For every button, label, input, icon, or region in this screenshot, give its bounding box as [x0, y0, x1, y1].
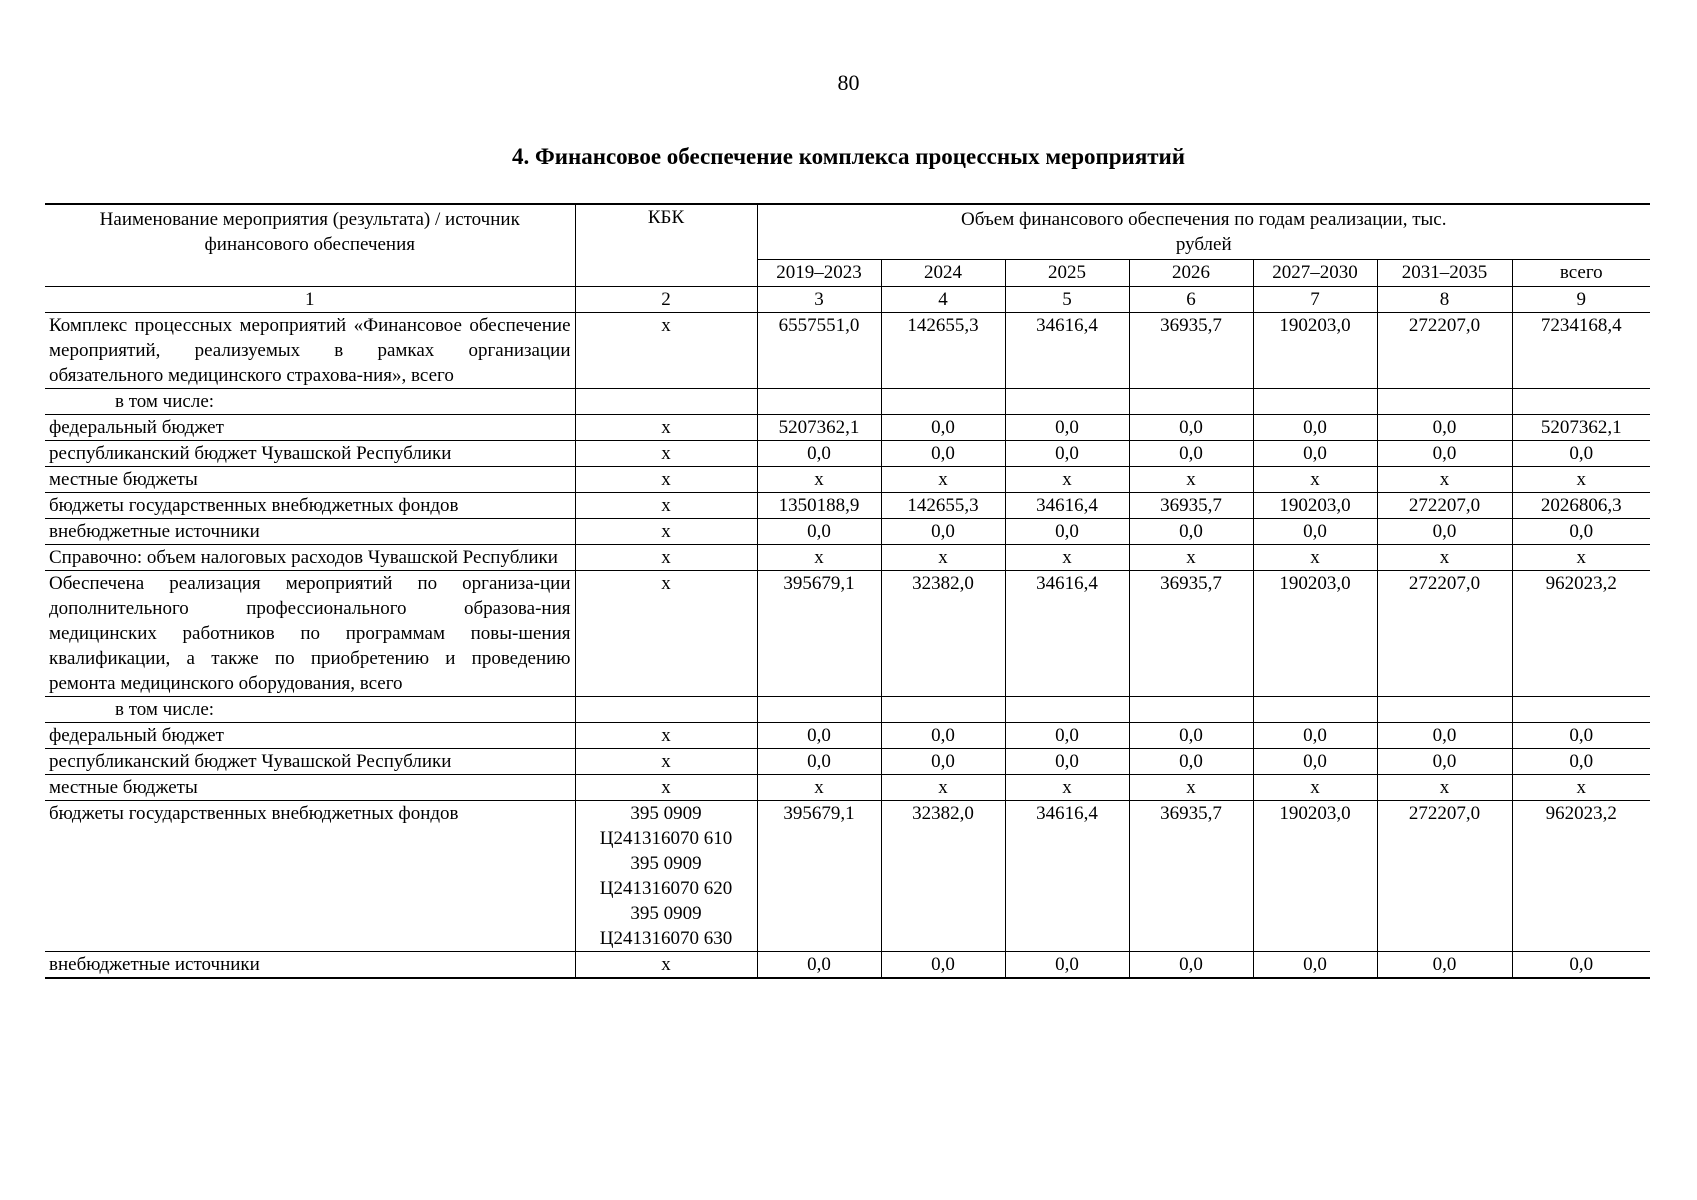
row-name: федеральный бюджет: [45, 415, 575, 441]
column-number: 5: [1005, 287, 1129, 313]
table-row: [45, 389, 1650, 415]
row-value: 34616,4: [1005, 313, 1129, 389]
row-value: 0,0: [757, 723, 881, 749]
row-value: 5207362,1: [757, 415, 881, 441]
column-number: 4: [881, 287, 1005, 313]
row-value: [1005, 389, 1129, 415]
row-value: x: [881, 545, 1005, 571]
row-value: x: [1129, 467, 1253, 493]
row-value: 190203,0: [1253, 313, 1377, 389]
row-value: 395679,1: [757, 801, 881, 952]
row-name: бюджеты государственных внебюджетных фондов: [45, 801, 575, 952]
row-value: [881, 389, 1005, 415]
header-year: 2025: [1005, 260, 1129, 287]
row-value: 0,0: [1005, 952, 1129, 979]
table-row: [45, 952, 1650, 979]
column-number: 6: [1129, 287, 1253, 313]
row-value: x: [1005, 775, 1129, 801]
row-value: 0,0: [757, 519, 881, 545]
row-value: 0,0: [1377, 519, 1512, 545]
row-value: 0,0: [1377, 952, 1512, 979]
row-name: республиканский бюджет Чувашской Республики: [45, 749, 575, 775]
row-value: 0,0: [1253, 749, 1377, 775]
row-value: x: [1512, 775, 1650, 801]
row-value: [1512, 697, 1650, 723]
row-value: x: [1129, 775, 1253, 801]
row-name: в том числе:: [45, 697, 575, 723]
row-value: x: [757, 545, 881, 571]
table-row: [45, 697, 1650, 723]
row-value: 32382,0: [881, 801, 1005, 952]
row-value: x: [1512, 545, 1650, 571]
row-kbk: x: [575, 467, 757, 493]
page-number: 80: [837, 70, 860, 95]
row-value: 0,0: [1377, 723, 1512, 749]
row-value: 0,0: [881, 519, 1005, 545]
row-value: 0,0: [1253, 415, 1377, 441]
row-kbk: 395 0909 Ц241316070 610 395 0909 Ц241316070 620 395 0909 Ц241316070 630: [575, 801, 757, 952]
row-value: 0,0: [1005, 749, 1129, 775]
row-value: 0,0: [1512, 749, 1650, 775]
row-value: 0,0: [1253, 441, 1377, 467]
row-value: 34616,4: [1005, 801, 1129, 952]
row-value: [1253, 389, 1377, 415]
row-name: федеральный бюджет: [45, 723, 575, 749]
row-value: 0,0: [1129, 749, 1253, 775]
row-value: 36935,7: [1129, 313, 1253, 389]
row-name: в том числе:: [45, 389, 575, 415]
row-kbk: x: [575, 571, 757, 697]
header-year: 2019–2023: [757, 260, 881, 287]
row-value: x: [1129, 545, 1253, 571]
table-row: [45, 749, 1650, 775]
row-value: 190203,0: [1253, 493, 1377, 519]
row-value: 6557551,0: [757, 313, 881, 389]
row-kbk: x: [575, 441, 757, 467]
row-value: 0,0: [881, 749, 1005, 775]
row-kbk: [575, 697, 757, 723]
row-value: 0,0: [1005, 519, 1129, 545]
row-value: 36935,7: [1129, 493, 1253, 519]
row-value: 0,0: [1129, 519, 1253, 545]
row-value: [1512, 389, 1650, 415]
row-value: 2026806,3: [1512, 493, 1650, 519]
row-value: 142655,3: [881, 493, 1005, 519]
row-kbk: x: [575, 749, 757, 775]
header-year: 2026: [1129, 260, 1253, 287]
column-number: 1: [45, 287, 575, 313]
table-row: [45, 313, 1650, 389]
row-value: x: [1377, 545, 1512, 571]
row-value: [1129, 389, 1253, 415]
row-value: 0,0: [1005, 415, 1129, 441]
row-value: 0,0: [757, 952, 881, 979]
header-year: 2024: [881, 260, 1005, 287]
row-value: x: [881, 467, 1005, 493]
row-name: местные бюджеты: [45, 467, 575, 493]
row-value: [1253, 697, 1377, 723]
row-value: 142655,3: [881, 313, 1005, 389]
column-number: 7: [1253, 287, 1377, 313]
row-value: 0,0: [1253, 952, 1377, 979]
row-value: 0,0: [1512, 723, 1650, 749]
table-row: [45, 571, 1650, 697]
row-value: 0,0: [1005, 723, 1129, 749]
header-volume: Объем финансового обеспечения по годам реализации, тыс. рублей: [757, 204, 1650, 260]
row-value: 272207,0: [1377, 493, 1512, 519]
row-value: 395679,1: [757, 571, 881, 697]
row-value: 272207,0: [1377, 313, 1512, 389]
row-kbk: x: [575, 415, 757, 441]
row-value: 5207362,1: [1512, 415, 1650, 441]
row-value: [1005, 697, 1129, 723]
table-row: [45, 467, 1650, 493]
row-value: 0,0: [1129, 952, 1253, 979]
financing-table: [45, 203, 1650, 979]
row-value: x: [1253, 467, 1377, 493]
row-value: 36935,7: [1129, 801, 1253, 952]
table-row: [45, 545, 1650, 571]
row-kbk: x: [575, 493, 757, 519]
row-value: 272207,0: [1377, 571, 1512, 697]
table-row: [45, 775, 1650, 801]
column-number: 8: [1377, 287, 1512, 313]
row-value: [1377, 697, 1512, 723]
row-value: 0,0: [1253, 723, 1377, 749]
row-name: бюджеты государственных внебюджетных фондов: [45, 493, 575, 519]
row-value: 0,0: [1377, 415, 1512, 441]
row-value: [757, 697, 881, 723]
row-value: x: [1512, 467, 1650, 493]
row-kbk: [575, 389, 757, 415]
table-row: [45, 415, 1650, 441]
row-value: x: [757, 467, 881, 493]
row-value: 34616,4: [1005, 571, 1129, 697]
row-value: 0,0: [881, 415, 1005, 441]
header-name: Наименование мероприятия (результата) / источник финансового обеспечения: [45, 204, 575, 287]
row-kbk: x: [575, 775, 757, 801]
row-value: 0,0: [1512, 441, 1650, 467]
row-kbk: x: [575, 723, 757, 749]
row-value: 0,0: [1129, 415, 1253, 441]
column-number: 2: [575, 287, 757, 313]
header-year: 2027–2030: [1253, 260, 1377, 287]
row-name: Комплекс процессных мероприятий «Финансовое обеспечение мероприятий, реализуемых в рамках организации обязательного медицинского страхова-ния», всего: [45, 313, 575, 389]
row-value: x: [1377, 467, 1512, 493]
row-value: x: [881, 775, 1005, 801]
row-value: 190203,0: [1253, 571, 1377, 697]
row-value: 7234168,4: [1512, 313, 1650, 389]
row-value: 272207,0: [1377, 801, 1512, 952]
row-value: 962023,2: [1512, 801, 1650, 952]
row-value: 0,0: [1377, 749, 1512, 775]
row-value: 0,0: [881, 723, 1005, 749]
row-name: республиканский бюджет Чувашской Республики: [45, 441, 575, 467]
row-value: x: [1253, 545, 1377, 571]
row-value: 36935,7: [1129, 571, 1253, 697]
row-value: 1350188,9: [757, 493, 881, 519]
table-row: [45, 801, 1650, 952]
row-value: x: [1377, 775, 1512, 801]
row-name: Справочно: объем налоговых расходов Чувашской Республики: [45, 545, 575, 571]
row-value: 0,0: [1512, 952, 1650, 979]
row-name: внебюджетные источники: [45, 519, 575, 545]
table-row: [45, 723, 1650, 749]
row-value: 0,0: [1129, 441, 1253, 467]
row-value: 0,0: [1005, 441, 1129, 467]
row-value: 190203,0: [1253, 801, 1377, 952]
row-value: [1377, 389, 1512, 415]
row-value: 0,0: [1377, 441, 1512, 467]
table-row: [45, 441, 1650, 467]
row-kbk: x: [575, 313, 757, 389]
row-value: x: [1005, 467, 1129, 493]
row-name: Обеспечена реализация мероприятий по организа-ции дополнительного профессионального образова-ния медицинских работников по программам повы-шения квалификации, а также по приобретению и проведению ремонта медицинского оборудования, всего: [45, 571, 575, 697]
row-value: 0,0: [881, 952, 1005, 979]
row-value: 0,0: [1512, 519, 1650, 545]
row-value: [757, 389, 881, 415]
row-name: внебюджетные источники: [45, 952, 575, 979]
table-row: [45, 519, 1650, 545]
row-value: 0,0: [1129, 723, 1253, 749]
row-value: 32382,0: [881, 571, 1005, 697]
row-name: местные бюджеты: [45, 775, 575, 801]
row-value: 0,0: [757, 441, 881, 467]
row-value: x: [1253, 775, 1377, 801]
row-value: 34616,4: [1005, 493, 1129, 519]
header-year: 2031–2035: [1377, 260, 1512, 287]
header-kbk: КБК: [575, 204, 757, 287]
row-value: [1129, 697, 1253, 723]
section-title: 4. Финансовое обеспечение комплекса процессных мероприятий: [511, 144, 1186, 169]
row-value: [881, 697, 1005, 723]
row-value: 962023,2: [1512, 571, 1650, 697]
row-value: 0,0: [757, 749, 881, 775]
row-value: x: [757, 775, 881, 801]
column-number: 9: [1512, 287, 1650, 313]
row-kbk: x: [575, 519, 757, 545]
row-value: 0,0: [1253, 519, 1377, 545]
table-row: [45, 493, 1650, 519]
column-number: 3: [757, 287, 881, 313]
row-kbk: x: [575, 952, 757, 979]
row-value: x: [1005, 545, 1129, 571]
header-total: всего: [1512, 260, 1650, 287]
row-kbk: x: [575, 545, 757, 571]
row-value: 0,0: [881, 441, 1005, 467]
